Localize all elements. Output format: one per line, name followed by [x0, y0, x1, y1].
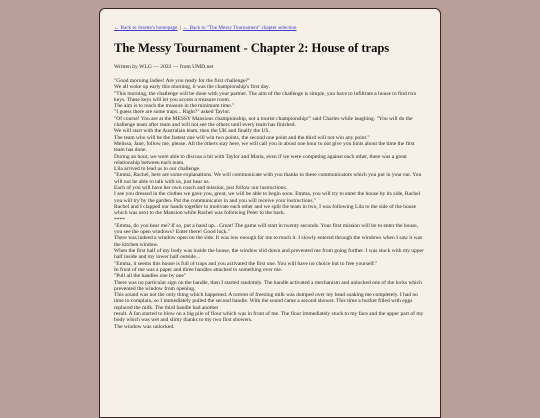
story-paragraph: **** [114, 216, 125, 223]
story-paragraph: Rachel and I clapped our hands together to motivate each other and we split the team in two, I was following Lila to the side of the house which was next to the Mansion while Rachel was following Peter to the back. [114, 203, 417, 217]
story-paragraph: Each of you will have her own coach and mission, just follow our instructions. [114, 185, 288, 192]
story-paragraph: "Emma, Rachel, here are some explanations. We will communicate with you thanks to these communicators which you put in your ear. You will not be able to talk with us, just hear us. [114, 172, 422, 185]
nav-separator: | [179, 25, 181, 31]
story-paragraph: When the first half of my body was inside the house, the window slid down and prevented me from going further. I was stuck with my upper half inside and my lower half outside... [114, 248, 424, 261]
story-paragraph: Melissa, Jane, follow me, please. All the others stay here, we will call you in about one hour to not give you hints about the time the first team has done. [114, 140, 415, 154]
story-body [114, 78, 426, 330]
story-paragraph: "Pull all the handles one by one" [114, 273, 187, 280]
story-paragraph: "Of course! You are at the MESSY Mansions championship, not a tourist championship!" said Charles while laughing. "You will do the challenge team after team and will not see the others until every team has finished. [114, 115, 413, 129]
story-paragraph: "This morning, the challenge will be done with your partner. The aim of the challenge is simple, you have to infiltrate a house to find two keys. These keys will let you access a treasure room. [114, 90, 417, 103]
story-paragraph: There was indeed a window open on the side. It was low enough for me to reach it. I slowly entered through the windows when I saw it was the kitchen window. [114, 235, 423, 248]
page-title: The Messy Tournament - Chapter 2: House of traps [114, 41, 390, 55]
story-paragraph: The aim is to reach the treasure in the minimum time." [114, 103, 235, 110]
story-paragraph: Lila arrived to lead us to our challenge. [114, 166, 201, 173]
story-paragraph: There was no particular sign on the handle, then I started randomly. The handle activated a mechanism and unlocked one of the locks which prevented the window from opening. [114, 279, 422, 292]
back-to-chapter-selection-link[interactable]: ← Back to "The Messy Tournament" chapter selection [183, 25, 297, 31]
author-line: Written by WLG — 2022 — from UMD.net [114, 64, 214, 70]
story-paragraph: During an hour, we were able to discuss a bit with Taylor and Maria, even if we were competing against each other, there was a great relationship between each team. [114, 153, 407, 166]
story-paragraph: "Good morning ladies! Are you ready for the first challenge?" [114, 78, 251, 84]
breadcrumb [114, 25, 426, 31]
story-paragraph: In front of me was a paper and three handles attached to something over me. [114, 266, 283, 273]
story-paragraph: We will start with the Australian team, then the UK and finally the US. [114, 128, 270, 135]
story-paragraph: The team who will be the fastest one will win two points, the second one point and the third will not win any point." [114, 134, 370, 141]
story-paragraph: I see you dressed in the clothes we gave you, great, we will be able to begin soon. Emma, you will try to enter the house by its side, Rachel you will try by the garden. Put the communicator in and you will receive your instructions." [114, 191, 421, 204]
story-paragraph: "Emma, it seems this house is full of traps and you activated the first one. You will have no choice but to free yourself." [114, 260, 378, 267]
back-to-homepage-link[interactable]: ← Back to Josette's homepage [114, 25, 178, 31]
story-paragraph: "Emma, do you hear me? If so, put a hand up... Great! The game will start in twenty seconds. Your first mission will be to enter the house, you see the open windows? Enter there! Good luck." [114, 222, 419, 236]
story-paragraph: We all woke up early this morning, it was the championship's first day. [114, 84, 270, 91]
story-paragraph: The window was unlocked. [114, 323, 175, 330]
story-paragraph: "I guess there are some traps... Right?" asked Taylor. [114, 109, 231, 116]
story-paragraph: result. A fan started to blow on a big pile of flour which was in front of me. The flour immediately stuck to my face and the upper part of my body which was wet and slimy thanks to my two first showers. [114, 310, 424, 324]
story-page [99, 8, 441, 418]
story-paragraph: This sound was not the only thing which happened. A torrent of freezing milk was dumped over my head soaking me completely. I had no time to complain, so I immediately pulled the second handle. With the sound came a second shower. This time a bucket filled with eggs replaced the milk. The third handle had another [114, 292, 418, 311]
